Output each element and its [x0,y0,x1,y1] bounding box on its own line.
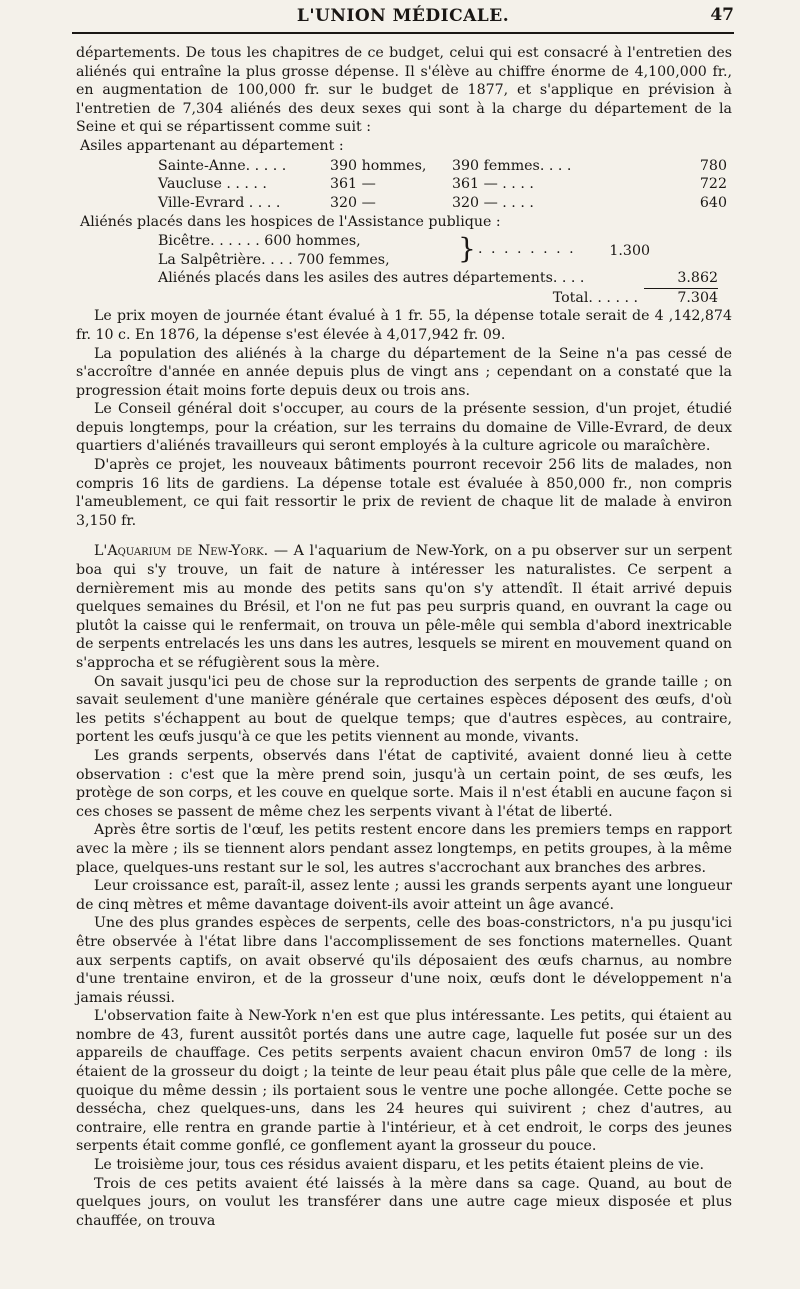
page-header [72,4,734,30]
asile-total: 722 [699,176,727,193]
hospice-bicetre: Bicêtre. . . . . . 600 hommes, [158,232,361,249]
table-row [76,194,732,213]
hospices-total: 1.300 [609,242,650,259]
table-row [76,289,732,308]
asile-femmes: 390 femmes. . . . [452,157,572,174]
asile-name: Vaucluse . . . . . [158,176,267,193]
paragraph: Le troisième jour, tous ces résidus avaient disparu, et les petits étaient pleins de vie. [94,1157,704,1174]
asile-hommes: 390 hommes, [330,157,427,174]
asile-name: Sainte-Anne. . . . . [158,157,287,174]
paragraph: Le prix moyen de journée étant évalué à 1 fr. 55, la dépense totale serait de 4 ,142,874 fr. 10 c. En 1876, la dépense s'est élevée à 4,017,942 fr. 09. [76,308,732,343]
hospices-table [76,232,732,269]
paragraph: Les grands serpents, observés dans l'état de captivité, avaient donné lieu à cette observation : c'est que la mère prend soin, jusqu'à un certain point, de ses œufs, les protège de son corps, et les couve en quelque sorte. Mais il n'est établi en aucune façon si ces choses se passent de même chez les serpents vivant à l'état de liberté. [76,747,732,820]
asile-total: 780 [699,157,727,174]
total-value: 7.304 [677,289,718,306]
leader-dots: . . . . . . . . [478,240,576,257]
hospices-names [76,232,458,269]
paragraph: Le Conseil général doit s'occuper, au cours de la présente session, d'un projet, étudié depuis longtemps, pour la création, sur les terrains du domaine de Ville-Evrard, de deux quartiers d'aliénés travailleurs qui seront employés à la culture agricole ou maraîchère. [76,401,732,455]
table-row [76,269,732,288]
asile-name: Ville-Evrard . . . . [158,194,281,211]
paragraph: Après être sortis de l'œuf, les petits restent encore dans les premiers temps en rapport avec la mère ; ils se tiennent alors pendant assez longtemps, en petits groupes, à la même place, quelques-uns restant sur le sol, les autres s'accrochant aux branches des arbres. [76,822,732,876]
hospices-heading: Aliénés placés dans les hospices de l'Assistance publique : [80,214,501,231]
paragraph: On savait jusqu'ici peu de chose sur la reproduction des serpents de grande taille ; on savait seulement d'une manière générale que certaines espèces déposent des œufs, d'où les petits s'échappent au bout de quelque temps; que d'autres espèces, au contraire, portent les œufs jusqu'à ce que les petits viennent au monde, vivants. [76,673,732,746]
paragraph [76,542,732,672]
asiles-heading: Asiles appartenant au département : [80,137,344,154]
article-body [76,44,732,1230]
total-label: Total. . . . . . [552,289,638,306]
asile-hommes: 361 — [330,176,376,193]
brace: } [458,231,476,265]
paragraph: Trois de ces petits avaient été laissés à la mère dans sa cage. Quand, au bout de quelques jours, on voulut les transférer dans une autre cage mieux disposée et plus chauffée, on trouva [76,1175,732,1229]
hospice-salpetriere: La Salpêtrière. . . . 700 femmes, [158,251,390,268]
asile-total: 640 [699,194,727,211]
paragraph: Leur croissance est, paraît-il, assez lente ; aussi les grands serpents ayant une longueur de cinq mètres et même davantage doivent-ils avoir atteint un âge avancé. [76,878,732,913]
section-text: — A l'aquarium de New-York, on a pu observer sur un serpent boa qui s'y trouve, un fait de nature à intéresser les naturalistes. Ce serpent a dernièrement mis au monde des petits sans qu'on s'y attendît. Il était arrivé depuis quelques semaines du Brésil, et l'on ne fut pas peu surpris quand, en ouvrant la cage ou plutôt la caisse qui le renfermait, on trouva un pêle-mêle qui sembla d'abord inextricable de serpents entrelacés les uns dans les autres, lesquels se mirent en mouvement quand on s'approcha et se réfugièrent sous la mère. [76,543,732,671]
journal-title: L'UNION MÉDICALE. [296,6,510,26]
autres-label: Aliénés placés dans les asiles des autres départements. . . . [158,270,585,287]
paragraph: L'observation faite à New-York n'en est que plus intéressante. Les petits, qui étaient au nombre de 43, furent aussitôt portés dans une autre cage, laquelle fut posée sur un des appareils de chauffage. Ces petits serpents avaient chacun environ 0m57 de long : ils étaient de la grosseur du doigt ; la teinte de leur peau était plus pâle que celle de la mère, quoique du même dessin ; ils portaient sous le ventre une poche allongée. Cette poche se dessécha, chez quelques-uns, dans les 24 heures qui suivirent ; chez d'autres, au contraire, elle rentra en grande partie à l'intérieur, et à cet endroit, le corps des jeunes serpents était comme gonflé, ce gonflement ayant la grosseur du pouce. [76,1008,732,1155]
header-rule [72,32,734,34]
table-row [76,175,732,194]
paragraph: La population des aliénés à la charge du département de la Seine n'a pas cessé de s'accroître d'année en année depuis plus de vingt ans ; cependant on a constaté que la progression était moins forte depuis deux ou trois ans. [76,345,732,399]
section-title: L'Aquarium de New-York. [94,543,269,560]
table-row [76,157,732,176]
paragraph: départements. De tous les chapitres de ce budget, celui qui est consacré à l'entretien des aliénés qui entraîne la plus grosse dépense. Il s'élève au chiffre énorme de 4,100,000 fr., en augmentation de 100,000 fr. sur le budget de 1877, et s'applique en prévision à l'entretien de 7,304 aliénés des deux sexes qui sont à la charge du département de la Seine et qui se répartissent comme suit : [76,45,732,136]
page-number: 47 [710,5,734,25]
asile-femmes: 320 — . . . . [452,194,534,211]
paragraph: Une des plus grandes espèces de serpents, celle des boas-constrictors, n'a pu jusqu'ici être observée à l'état libre dans l'accomplissement de ses fonctions maternelles. Quant aux serpents captifs, on avait observé qu'ils déposaient des œufs charnus, au nombre d'une trentaine environ, et de la grosseur d'une noix, œufs dont le développement n'a jamais réussi. [76,915,732,1006]
asiles-table [76,157,732,213]
autres-value: 3.862 [677,270,718,287]
asile-hommes: 320 — [330,194,376,211]
asile-femmes: 361 — . . . . [452,176,534,193]
paragraph: D'après ce projet, les nouveaux bâtiments pourront recevoir 256 lits de malades, non compris 16 lits de gardiens. La dépense totale est évaluée à 850,000 fr., non compris l'ameublement, ce qui fait ressortir le prix de revient de chaque lit de malade à environ 3,150 fr. [76,457,732,529]
